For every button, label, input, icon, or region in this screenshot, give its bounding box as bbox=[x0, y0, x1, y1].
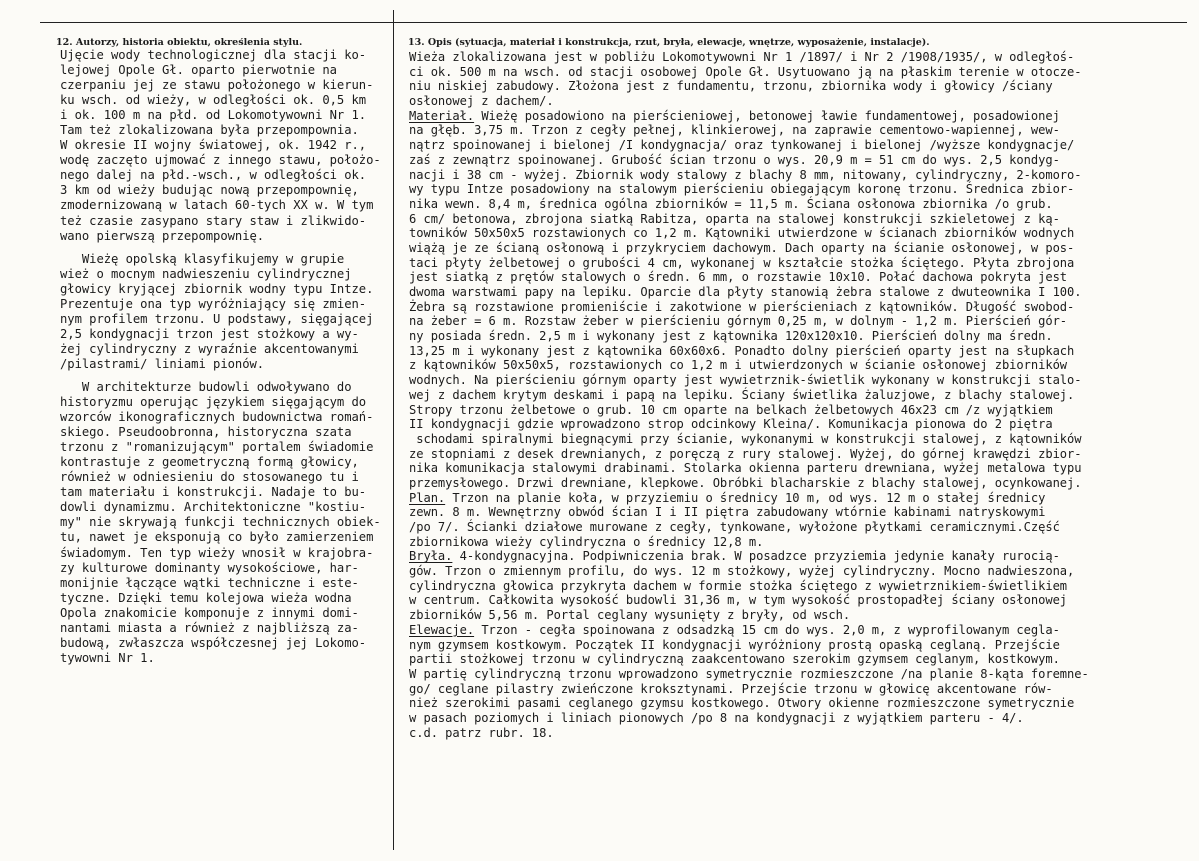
line-text: schodami spiralnymi biegnącymi przy ścianie, wykonanymi w konstrukcji stalowej, z kątowników bbox=[409, 431, 1082, 446]
text-line: wano pierwszą przepompownię. bbox=[60, 228, 265, 243]
line-text: w centrum. Całkowita wysokość budowli 31,36 m, w tym wysokość prostopadłej ściany osłonowej bbox=[409, 593, 1068, 608]
line-text: z kątowników 50x50x5, rozstawionych co 1,2 m i utwierdzonych w ścianie osłonowej zbiorników bbox=[409, 358, 1068, 373]
paragraph-gap bbox=[60, 372, 390, 380]
line-text: ze stopniami z desek drewnianych, z poręczą z rury stalowej. Wyżej, do górnej krawędzi zbior- bbox=[409, 446, 1082, 461]
text-line bbox=[409, 329, 1194, 344]
line-text: go/ ceglane pilastry zwieńczone kroksztynami. Przejście trzonu w głowicę akcentowane rów- bbox=[409, 681, 1053, 696]
text-line bbox=[409, 358, 1194, 373]
line-text: na żeber = 6 m. Rozstaw żeber w pierścieniu górnym 0,25 m, w dolnym - 1,2 m. Pierścień gór- bbox=[409, 314, 1068, 329]
line-text: wy typu Intze posadowiony na stalowym pierścieniu obiegającym koronę trzonu. Średnica zbior- bbox=[409, 182, 1075, 197]
text-line: kontrastuje z geometryczną formą głowicy, bbox=[60, 455, 359, 470]
history-column bbox=[60, 48, 390, 666]
text-line bbox=[409, 50, 1194, 65]
text-line: świadomym. Ten typ wieży wnosił w krajobra- bbox=[60, 545, 374, 560]
text-line: W okresie II wojny światowej, ok. 1942 r., bbox=[60, 138, 367, 153]
right-section-heading: 13. Opis (sytuacja, materiał i konstrukcja, rzut, bryła, elewacje, wnętrze, wyposażenie, instalacje). bbox=[408, 37, 930, 48]
line-text: nież szerokimi pasami ceglanego gzymsu kostkowego. Otwory okienne rozmieszczone symetrycznie bbox=[409, 696, 1075, 711]
description-column bbox=[409, 50, 1194, 740]
text-line bbox=[409, 564, 1194, 579]
text-line bbox=[409, 300, 1194, 315]
text-line bbox=[409, 241, 1194, 256]
text-line bbox=[409, 388, 1194, 403]
text-line: historyzmu operując językiem sięgającym do bbox=[60, 395, 367, 410]
text-line bbox=[409, 79, 1194, 94]
text-line: czerpaniu jej ze stawu położonego w kierun- bbox=[60, 78, 374, 93]
text-line: 3 km od wieży budując nową przepompownię, bbox=[60, 183, 359, 198]
text-line bbox=[409, 153, 1194, 168]
text-line: też czasie zasypano stary staw i zlikwido- bbox=[60, 213, 367, 228]
text-line bbox=[409, 373, 1194, 388]
section-lead-label: Elewacje. bbox=[409, 622, 475, 637]
section-lead-label: Plan. bbox=[409, 490, 446, 505]
text-line: my" nie skrywają funkcji technicznych obiek- bbox=[60, 515, 381, 530]
line-text: cylindryczna głowica przykryta dachem w formie stożka ściętego z wywietrznikiem-świetlikiem bbox=[409, 578, 1068, 593]
text-line bbox=[409, 682, 1194, 697]
line-text: wiążą je ze ścianą osłonową i przykryciem dachowym. Dach oparty na ścianie osłonowej, w pos- bbox=[409, 240, 1075, 255]
line-text: 13,25 m i wykonany jest z kątownika 60x60x6. Ponadto dolny pierścień oparty jest na słupkach bbox=[409, 343, 1075, 358]
text-line bbox=[409, 608, 1194, 623]
section-lead-label: Bryła. bbox=[409, 549, 453, 564]
text-line bbox=[409, 212, 1194, 227]
text-line: dowli dynamizmu. Architektoniczne "kostiu- bbox=[60, 500, 367, 515]
line-text: 4-kondygnacyjna. Podpiwniczenia brak. W posadzce przyziemia jedynie kanały rurocią- bbox=[452, 549, 1060, 564]
line-text: Wieżę posadowiono na pierścieniowej, betonowej ławie fundamentowej, posadowionej bbox=[474, 108, 1060, 123]
line-text: partii stożkowej trzonu w cylindryczną zaakcentowano szerokim gzymsem ceglanym, kostkowym. bbox=[409, 652, 1060, 667]
line-text: W partię cylindryczną trzonu wprowadzono symetrycznie rozmieszczone /na planie 8-kąta foremne- bbox=[409, 666, 1089, 681]
line-text: osłonowej z dachem/. bbox=[409, 94, 554, 109]
line-text: przemysłowego. Drzwi drewniane, klepkowe. Obróbki blacharskie z blachy stalowej, ocynkowanej. bbox=[409, 475, 1082, 490]
text-line bbox=[409, 535, 1194, 550]
text-line: monijnie łączące wątki techniczne i este- bbox=[60, 575, 359, 590]
text-line: i ok. 100 m na płd. od Lokomotywowni Nr 1. bbox=[60, 108, 367, 123]
text-line: Ujęcie wody technologicznej dla stacji ko- bbox=[60, 48, 367, 62]
line-text: /po 7/. Ścianki działowe murowane z cegły, tynkowane, wyłożone płytkami ceramicznymi.Część bbox=[409, 520, 1060, 534]
text-line: wzorców ikonograficznych budownictwa romań- bbox=[60, 410, 374, 425]
line-text: zbiornikowa wieży cylindryczna o średnicy 12,8 m. bbox=[409, 534, 764, 549]
line-text: zaś z zewnątrz spoinowanej. Grubość ścian trzonu o wys. 20,9 m = 51 cm do wys. 2,5 kondyg- bbox=[409, 152, 1060, 167]
text-line: 2,5 kondygnacji trzon jest stożkowy a wy- bbox=[60, 326, 359, 341]
section-lead-label: Materiał. bbox=[409, 108, 475, 123]
text-line bbox=[409, 667, 1194, 682]
text-line: Tam też zlokalizowana była przepompownia. bbox=[60, 123, 359, 138]
line-text: nacji i 38 cm - wyżej. Zbiornik wody stalowy z blachy 8 mm, nitowany, cylindryczny, 2-komoro- bbox=[409, 167, 1082, 182]
text-line: W architekturze budowli odwoływano do bbox=[60, 379, 352, 394]
line-text: ny posiada średn. 2,5 m i wykonany jest z kątownika 120x120x10. Pierścień dolny ma średn. bbox=[409, 329, 1053, 344]
text-line bbox=[409, 579, 1194, 594]
text-line bbox=[409, 549, 1194, 564]
text-line: lejowej Opole Gł. oparto pierwotnie na bbox=[60, 63, 337, 78]
text-line bbox=[409, 94, 1194, 109]
text-line: budową, zwłaszcza współczesnej jej Lokomo- bbox=[60, 635, 367, 650]
line-text: II kondygnacji gdzie wprowadzono strop odcinkowy Kleina/. Komunikacja pionowa do 2 piętra bbox=[409, 417, 1053, 432]
line-text: c.d. patrz rubr. 18. bbox=[409, 725, 554, 740]
text-line: ku wsch. od wieży, w odległości ok. 0,5 km bbox=[60, 93, 367, 108]
text-line: tyczne. Dzięki temu kolejowa wieża wodna bbox=[60, 590, 352, 605]
text-line: nantami miasta a również z najbliższą za- bbox=[60, 620, 359, 635]
text-line bbox=[409, 711, 1194, 726]
text-line: Wieżę opolską klasyfikujemy w grupie bbox=[60, 251, 345, 266]
text-line bbox=[409, 461, 1194, 476]
text-line: również w odniesieniu do stosowanego tu i bbox=[60, 470, 359, 485]
paragraph-gap bbox=[60, 244, 390, 252]
text-line: Opola znakomicie komponuje z innymi domi- bbox=[60, 605, 359, 620]
text-line bbox=[409, 344, 1194, 359]
line-text: gów. Trzon o zmiennym profilu, do wys. 12 m stożkowy, wyżej cylindryczny. Mocno nadwieszona, bbox=[409, 564, 1075, 579]
text-line: nym profilem trzonu. U podstawy, sięgającej bbox=[60, 311, 374, 326]
text-line bbox=[409, 65, 1194, 80]
text-line bbox=[409, 314, 1194, 329]
text-line bbox=[409, 182, 1194, 197]
text-line bbox=[409, 403, 1194, 418]
text-line bbox=[409, 696, 1194, 711]
text-line bbox=[409, 285, 1194, 300]
text-line: tu, nawet je eksponują co było zamierzeniem bbox=[60, 530, 374, 545]
text-line bbox=[409, 491, 1194, 506]
text-line bbox=[409, 417, 1194, 432]
left-section-heading: 12. Autorzy, historia obiektu, określenia stylu. bbox=[56, 37, 303, 48]
line-text: Stropy trzonu żelbetowe o grub. 10 cm oparte na belkach żelbetowych 46x23 cm /z wyjątkiem bbox=[409, 402, 1053, 417]
text-line bbox=[409, 123, 1194, 138]
line-text: towników 50x50x5 rozstawionych co 1,2 m. Kątowniki utwierdzone w ścianach zbiorników wodnych bbox=[409, 226, 1075, 241]
line-text: wodnych. Na pierścieniu górnym oparty jest wywietrznik-świetlik wykonany w konstrukcji stalo- bbox=[409, 373, 1082, 388]
line-text: 6 cm/ betonowa, zbrojona siatką Rabitza, oparta na stalowej konstrukcji szkieletowej z ką- bbox=[409, 211, 1060, 226]
text-line bbox=[409, 520, 1194, 535]
text-line: zmodernizowaną w latach 60-tych XX w. W tym bbox=[60, 198, 374, 213]
text-line: zy kulturowe dominanty wysokościowe, har- bbox=[60, 560, 359, 575]
text-line: żej cylindryczny z wyraźnie akcentowanymi bbox=[60, 341, 359, 356]
text-line bbox=[409, 505, 1194, 520]
line-text: Wieża zlokalizowana jest w pobliżu Lokomotywowni Nr 1 /1897/ i Nr 2 /1908/1935/, w odległoś- bbox=[409, 50, 1075, 64]
line-text: jest siatką z prętów stalowych o średn. 6 mm, o rozstawie 10x10. Połać dachowa pokryta jest bbox=[409, 270, 1068, 285]
line-text: nika wewn. 8,4 m, średnica ogólna zbiorników = 11,5 m. Ściana osłonowa zbiornika /o grub. bbox=[409, 196, 1053, 211]
text-line bbox=[409, 476, 1194, 491]
text-line bbox=[409, 623, 1194, 638]
text-line: wodę zaczęto ujmować z innego stawu, położo- bbox=[60, 153, 381, 168]
line-text: Trzon - cegła spoinowana z odsadzką 15 cm do wys. 2,0 m, z wyprofilowanym cegla- bbox=[474, 622, 1060, 637]
line-text: Trzon na planie koła, w przyziemiu o średnicy 10 m, od wys. 12 m o stałej średnicy bbox=[445, 490, 1046, 505]
text-line bbox=[409, 593, 1194, 608]
text-line bbox=[409, 270, 1194, 285]
line-text: zbiorników 5,56 m. Portal ceglany wysunięty z bryły, od wsch. bbox=[409, 608, 851, 623]
line-text: wej z dachem krytym deskami i papą na lepiku. Ściany świetlika żaluzjowe, z blachy stalowej. bbox=[409, 387, 1075, 402]
text-line bbox=[409, 197, 1194, 212]
line-text: nątrz spoinowanej i bielonej /I kondygnacja/ oraz tynkowanej i bielonej /wyższe kondygnacje/ bbox=[409, 138, 1075, 153]
line-text: nika komunikacja stalowymi drabinami. Stolarka okienna parteru drewniana, wyżej metalowa typu bbox=[409, 461, 1082, 476]
text-line: Prezentuje ona typ wyróżniający się zmien- bbox=[60, 296, 367, 311]
text-line bbox=[409, 726, 1194, 741]
text-line bbox=[409, 447, 1194, 462]
line-text: dwoma warstwami papy na lepiku. Oparcie dla płyty stanowią żebra stalowe z dwuteownika I 100. bbox=[409, 285, 1082, 299]
text-line bbox=[409, 226, 1194, 241]
text-line bbox=[409, 256, 1194, 271]
text-line: tam materiału i konstrukcji. Nadaje to bu- bbox=[60, 485, 367, 500]
text-line: trzonu z "romanizującym" portalem świadomie bbox=[60, 440, 374, 455]
text-line: nego dalej na płd.-wsch., w odległości ok. bbox=[60, 168, 367, 183]
line-text: nym gzymsem kostkowym. Początek II kondygnacji wyróżniony prostą opaską ceglaną. Przejście bbox=[409, 637, 1060, 652]
line-text: Żebra są rozstawione promieniście i zakotwione w pierścieniach z kątowników. Długość swobod- bbox=[409, 299, 1075, 314]
column-divider bbox=[393, 10, 394, 850]
line-text: w pasach poziomych i liniach pionowych /po 8 na kondygnacji z wyjątkiem parteru - 4/. bbox=[409, 710, 1024, 725]
line-text: zewn. 8 m. Wewnętrzny obwód ścian I i II piętra zabudowany wtórnie kabinami natryskowymi bbox=[409, 505, 1046, 520]
text-line: /pilastrami/ liniami pionów. bbox=[60, 356, 265, 371]
text-line bbox=[409, 638, 1194, 653]
text-line bbox=[409, 652, 1194, 667]
line-text: niu niskiej zabudowy. Złożona jest z fundamentu, trzonu, zbiornika wody i głowicy /ściany bbox=[409, 79, 1053, 94]
line-text: taci płyty żelbetowej o grubości 4 cm, wykonanej w kształcie stożka ściętego. Płyta zbrojona bbox=[409, 255, 1075, 270]
text-line bbox=[409, 432, 1194, 447]
text-line: tywowni Nr 1. bbox=[60, 650, 155, 665]
line-text: ci ok. 500 m na wsch. od stacji osobowej Opole Gł. Usytuowano ją na płaskim terenie w otocze- bbox=[409, 64, 1082, 79]
text-line bbox=[409, 168, 1194, 183]
text-line: skiego. Pseudoobronna, historyczna szata bbox=[60, 425, 352, 440]
text-line: wież o mocnym nadwieszeniu cylindrycznej bbox=[60, 266, 352, 281]
top-rule bbox=[40, 22, 1187, 23]
text-line bbox=[409, 138, 1194, 153]
line-text: na głęb. 3,75 m. Trzon z cegły pełnej, klinkierowej, na zaprawie cementowo-wapiennej, wew- bbox=[409, 123, 1060, 138]
text-line bbox=[409, 109, 1194, 124]
text-line: głowicy kryjącej zbiornik wodny typu Intze. bbox=[60, 281, 374, 296]
